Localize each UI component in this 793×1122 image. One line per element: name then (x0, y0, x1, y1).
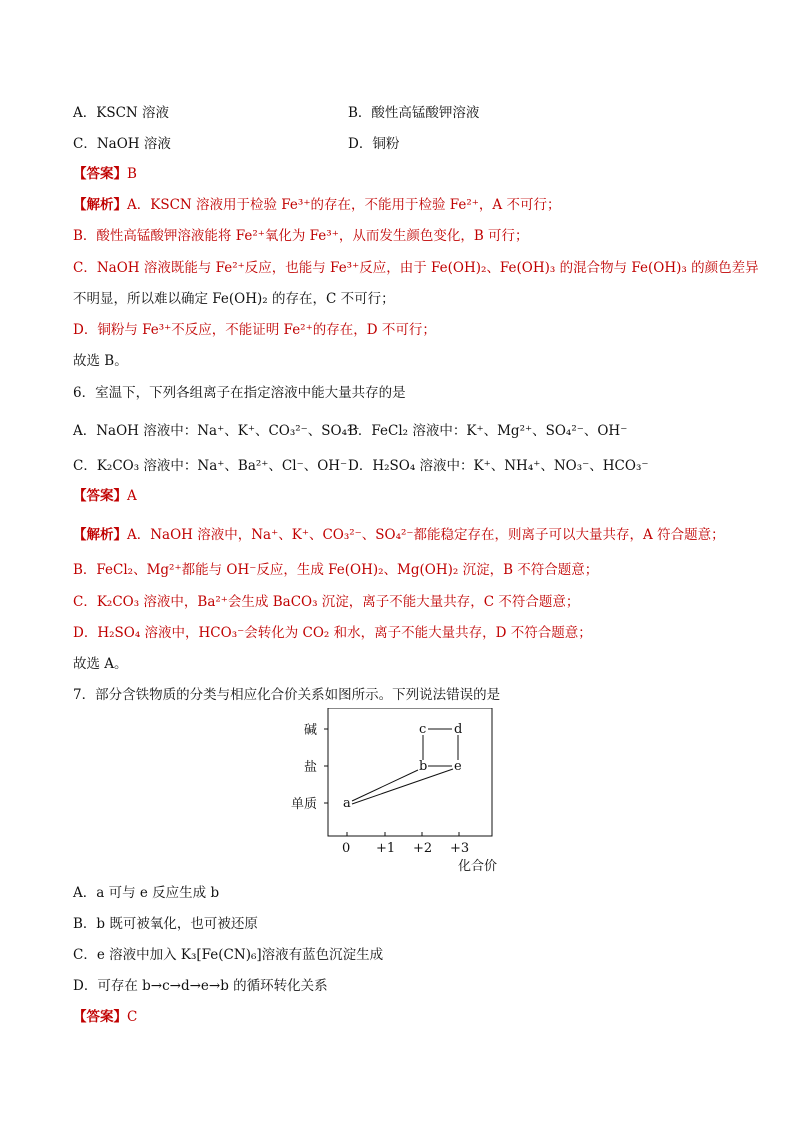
q5-analysis-line-4: 不明显，所以难以确定 Fe(OH)₂ 的存在，C 不可行； (73, 291, 395, 307)
x-tick-label-2: +2 (413, 841, 433, 856)
answer-value: C (127, 1009, 138, 1025)
q5-option-a: A．KSCN 溶液 (73, 105, 170, 121)
analysis-tag: 【解析】 (73, 527, 127, 543)
q7-option-b: B．b 既可被氧化，也可被还原 (73, 916, 258, 932)
y-label-salt: 盐 (304, 760, 318, 775)
point-d: d (454, 722, 463, 737)
analysis-tag: 【解析】 (73, 197, 127, 213)
analysis-text: A．NaOH 溶液中，Na⁺、K⁺、CO₃²⁻、SO₄²⁻都能稳定存在，则离子可以大量共存，A 符合题意； (127, 527, 725, 543)
valence-class-diagram (280, 708, 520, 878)
y-label-element: 单质 (291, 797, 318, 812)
q6-conclusion: 故选 A。 (73, 656, 128, 672)
q7-answer (73, 1008, 137, 1026)
q6-analysis-line-2: B．FeCl₂、Mg²⁺都能与 OH⁻反应，生成 Fe(OH)₂、Mg(OH)₂ 沉淀，B 不符合题意； (73, 562, 599, 578)
q5-analysis-line-1 (73, 196, 560, 214)
x-axis-title: 化合价 (458, 859, 498, 874)
q6-option-b: B．FeCl₂ 溶液中：K⁺、Mg²⁺、SO₄²⁻、OH⁻ (348, 423, 628, 439)
point-e: e (454, 759, 462, 774)
q5-conclusion: 故选 B。 (73, 353, 128, 369)
q6-option-d: D．H₂SO₄ 溶液中：K⁺、NH₄⁺、NO₃⁻、HCO₃⁻ (348, 458, 649, 474)
point-a: a (343, 796, 351, 811)
q6-answer (73, 487, 137, 505)
diagram-frame (328, 708, 492, 836)
edge-a-e (352, 769, 453, 804)
q6-stem: 6．室温下，下列各组离子在指定溶液中能大量共存的是 (73, 385, 406, 401)
q7-stem: 7．部分含铁物质的分类与相应化合价关系如图所示。下列说法错误的是 (73, 687, 501, 703)
x-tick-label-0: 0 (342, 841, 351, 856)
q7-option-d: D．可存在 b→c→d→e→b 的循环转化关系 (73, 978, 328, 994)
x-tick-label-1: +1 (376, 841, 396, 856)
q5-analysis-line-3: C．NaOH 溶液既能与 Fe²⁺反应，也能与 Fe³⁺反应，由于 Fe(OH)₂、Fe(OH)₃ 的混合物与 Fe(OH)₃ 的颜色差异 (73, 260, 759, 276)
answer-tag: 【答案】 (73, 488, 127, 504)
q5-option-b: B．酸性高锰酸钾溶液 (348, 105, 480, 121)
q6-option-a: A．NaOH 溶液中：Na⁺、K⁺、CO₃²⁻、SO₄²⁻ (73, 423, 360, 439)
answer-value: B (127, 166, 137, 182)
analysis-text: A．KSCN 溶液用于检验 Fe³⁺的存在，不能用于检验 Fe²⁺，A 不可行； (127, 197, 561, 213)
q5-option-c: C．NaOH 溶液 (73, 136, 171, 152)
q6-analysis-line-1 (73, 526, 725, 544)
q6-analysis-line-3: C．K₂CO₃ 溶液中，Ba²⁺会生成 BaCO₃ 沉淀，离子不能大量共存，C 不符合题意； (73, 594, 580, 610)
q5-analysis-line-2: B．酸性高锰酸钾溶液能将 Fe²⁺氧化为 Fe³⁺，从而发生颜色变化，B 可行； (73, 228, 529, 244)
q7-option-c: C．e 溶液中加入 K₃[Fe(CN)₆]溶液有蓝色沉淀生成 (73, 947, 384, 963)
q5-answer (73, 165, 137, 183)
answer-tag: 【答案】 (73, 166, 127, 182)
q7-option-a: A．a 可与 e 反应生成 b (73, 885, 220, 901)
edge-a-b (352, 770, 418, 801)
point-c: c (419, 722, 427, 737)
answer-value: A (127, 488, 137, 504)
y-label-base: 碱 (304, 723, 318, 738)
q6-option-c: C．K₂CO₃ 溶液中：Na⁺、Ba²⁺、Cl⁻、OH⁻ (73, 458, 348, 474)
q6-analysis-line-4: D．H₂SO₄ 溶液中，HCO₃⁻会转化为 CO₂ 和水，离子不能大量共存，D 不符合题意； (73, 625, 592, 641)
x-tick-label-3: +3 (450, 841, 470, 856)
q5-option-d: D．铜粉 (348, 136, 400, 152)
answer-tag: 【答案】 (73, 1009, 127, 1025)
q5-analysis-line-5: D．铜粉与 Fe³⁺不反应，不能证明 Fe²⁺的存在，D 不可行； (73, 322, 436, 338)
point-b: b (419, 759, 428, 774)
